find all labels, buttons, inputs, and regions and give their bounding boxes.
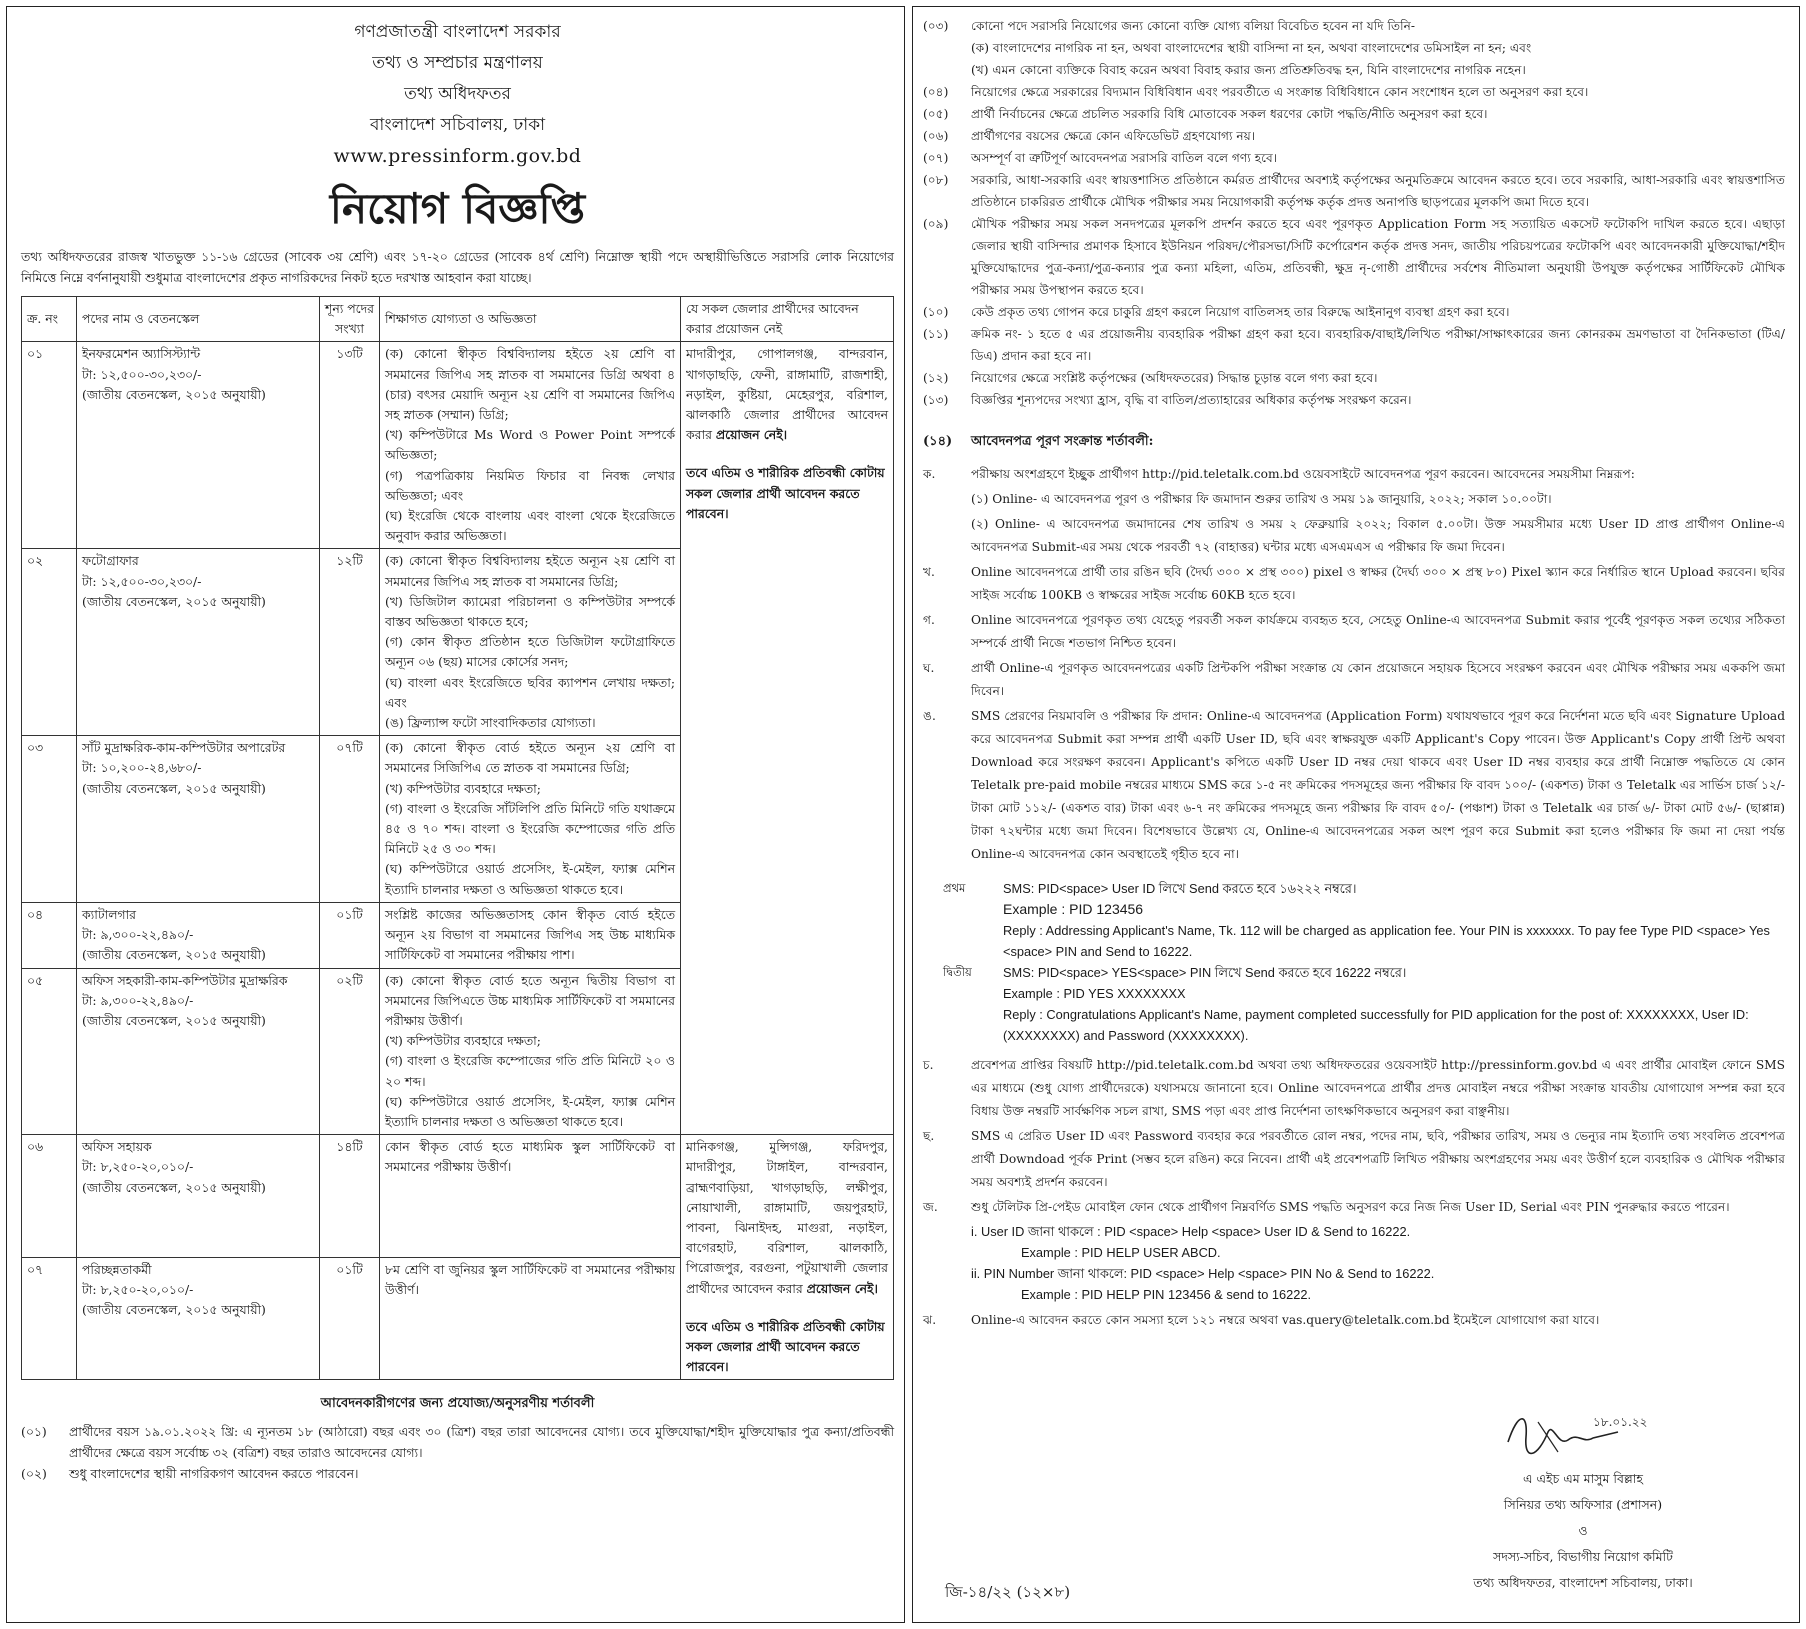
qualification-item: (ঘ) বাংলা এবং ইংরেজিতে ছবির ক্যাপশন লেখায় দক্ষতা; এবং xyxy=(385,674,675,710)
signatory-office: তথ্য অধিদফতর, বাংলাদেশ সচিবালয়, ঢাকা। xyxy=(1473,1575,1693,1590)
qualification-item: (গ) বাংলা ও ইংরেজি সাঁটলিপি প্রতি মিনিটে গতি যথাক্রমে ৪৫ ও ৭০ শব্দ। বাংলা ও ইংরেজি কম্পোজের গতি প্রতি মিনিটে ২৫ ও ৩০ শব্দ। xyxy=(385,800,675,857)
cell-count: ০২টি xyxy=(320,968,380,1135)
condition-item xyxy=(923,169,1785,213)
pay-scale: টা: ৮,২৫০-২০,০১০/- xyxy=(82,1281,194,1297)
condition-number: (১০) xyxy=(923,305,949,319)
signatory-role: সদস্য-সচিব, বিভাগীয় নিয়োগ কমিটি xyxy=(1493,1549,1673,1564)
item-marker: চ. xyxy=(923,1058,934,1072)
sms-first-row xyxy=(943,878,1785,899)
condition-text: (খ) এমন কোনো ব্যক্তিকে বিবাহ করেন অথবা বিবাহ করার জন্য প্রতিশ্রুতিবদ্ধ হন, যিনি বাংলাদেশের নাগরিক নহেন। xyxy=(971,63,1526,77)
recovery-userid-example: Example : PID HELP USER ABCD. xyxy=(1021,1245,1221,1260)
qualification-item: (গ) পত্রপত্রিকায় নিয়মিত ফিচার বা নিবন্ধ লেখার অভিজ্ঞতা; এবং xyxy=(385,467,675,503)
cell-serial: ০৪ xyxy=(22,902,77,968)
cell-post xyxy=(77,549,320,736)
cell-post xyxy=(77,1257,320,1380)
cell-post xyxy=(77,902,320,968)
district-list xyxy=(686,1137,888,1299)
qualification-item: (খ) কম্পিউটার ব্যবহারে দক্ষতা; xyxy=(385,1033,541,1049)
item-marker: ছ. xyxy=(923,1129,935,1143)
condition-item xyxy=(923,301,1785,323)
pay-scale: টা: ১২,৫০০-৩০,২৩০/- xyxy=(82,573,202,589)
condition-number: (০৪) xyxy=(923,85,949,99)
condition-number: (১২) xyxy=(923,371,949,385)
item-marker: ঘ. xyxy=(923,661,935,675)
item-text: প্রবেশপত্র প্রাপ্তির বিষয়টি http://pid.teletalk.com.bd অথবা তথ্য অধিদফতরের ওয়েবসাইট http://pressinform.gov.bd এ এবং প্রার্থীর মোবাইল ফোনে SMS এর মাধ্যমে (শুধু যোগ্য প্রার্থীদেরকে) যথাসময়ে জানানো হবে। Online আবেদনপত্রে প্রার্থীর প্রদত্ত মোবাইল নম্বরে পরীক্ষা সংক্রান্ত যাবতীয় যোগাযোগ সম্পন্ন করা হবে বিধায় উক্ত নম্বরটি সার্বক্ষণিক সচল রাখা, SMS পড়া এবং প্রাপ্ত নির্দেশনা তাৎক্ষণিকভাবে অনুসরণ করা বাঞ্ছনীয়। xyxy=(971,1058,1785,1118)
post-name: সাঁট মুদ্রাক্ষরিক-কাম-কম্পিউটার অপারেটর xyxy=(82,740,286,756)
condition-number: (০৭) xyxy=(923,151,949,165)
qualification-item: (ক) কোনো স্বীকৃত বোর্ড হতে অন্যূন দ্বিতীয় বিভাগ বা সমমানের জিপিএতে উচ্চ মাধ্যমিক সার্টিফিকেট বা সমমানের পরীক্ষায় উত্তীর্ণ। xyxy=(385,972,675,1028)
post-name: অফিস সহায়ক xyxy=(82,1139,152,1155)
condition-text: নিয়োগের ক্ষেত্রে সরকারের বিদ্যমান বিধিবিধান এবং পরবর্তীতে এ সংক্রান্ত বিধিবিধানে কোন সংশোধন হলে তা অনুসরণ করা হবে। xyxy=(971,85,1589,99)
item-text: SMS প্রেরণের নিয়মাবলি ও পরীক্ষার ফি প্রদান: Online-এ আবেদনপত্র (Application Form) যথাযথভাবে পূরণ করে নির্দেশনা মতে ছবি এবং Signature Upload করে আবেদনপত্র Submit করা সম্পন্ন প্রার্থী একটি User ID, ছবি এবং স্বাক্ষরযুক্ত একটি Applicant's Copy পাবেন। উক্ত Applicant's Copy প্রার্থী প্রিন্ট অথবা Download করে সংরক্ষণ করবেন। Applicant's কপিতে একটি User ID নম্বর দেয়া থাকবে এবং User ID নম্বর ব্যবহার করে প্রার্থী নিম্নোক্ত পদ্ধতিতে যে কোন Teletalk pre-paid mobile নম্বরের মাধ্যমে SMS করে ১-৫ নং ক্রমিকের পদসমূহের জন্য পরীক্ষার ফি বাবদ ১০০/- (একশত) টাকা ও Teletalk এর সার্ভিস চার্জ ১২/- টাকা মোট ১১২/- (একশত বার) টাকা এবং ৬-৭ নং ক্রমিকের পদসমূহে জন্য পরীক্ষার ফি বাবদ ৫০/- (পঞ্চাশ) টাকা ও Teletalk এর চার্জ ৬/- টাকা মোট ৫৬/- (ছাপ্পান্ন) টাকা ৭২ঘন্টার মধ্যে জমা দিবেন। বিশেষভাবে উল্লেখ্য যে, Online-এ আবেদনপত্রের সকল অংশ পূরণ করে Submit করা হলেও পরীক্ষার ফি জমা না দেয়া পর্যন্ত Online-এ আবেদনপত্র কোন অবস্থাতেই গৃহীত হবে না। xyxy=(971,709,1785,861)
col-header-count: শূন্য পদের সংখ্যা xyxy=(320,297,380,342)
cell-count: ০৭টি xyxy=(320,736,380,903)
pay-scale-note: (জাতীয় বেতনস্কেল, ২০১৫ অনুযায়ী) xyxy=(82,1302,266,1318)
sms-step-text: SMS: PID<space> User ID লিখে Send করতে হবে ১৬২২২ নম্বরে। xyxy=(1003,881,1357,896)
condition-item xyxy=(923,103,1785,125)
sms-second-row xyxy=(943,962,1785,983)
condition-number: (০৮) xyxy=(923,173,949,187)
condition-item xyxy=(923,147,1785,169)
cell-post xyxy=(77,736,320,903)
qualification-item: (ঘ) ইংরেজি থেকে বাংলায় এবং বাংলা থেকে ইংরেজিতে অনুবাদ করার অভিজ্ঞতা। xyxy=(385,508,675,544)
condition-item xyxy=(923,59,1785,81)
col-header-post: পদের নাম ও বেতনস্কেল xyxy=(77,297,320,342)
condition-number: (০২) xyxy=(21,1466,47,1482)
sms-example: Example : PID 123456 xyxy=(1003,901,1144,917)
department-name: তথ্য অধিদফতর xyxy=(404,84,511,104)
cell-serial: ০৬ xyxy=(22,1135,77,1258)
item-marker: গ. xyxy=(923,613,935,627)
application-rules-list-2 xyxy=(923,1054,1785,1219)
condition-item xyxy=(923,81,1785,103)
recovery-pin-example: Example : PID HELP PIN 123456 & send to 16222. xyxy=(1021,1287,1312,1302)
item-marker: ঙ. xyxy=(923,709,936,723)
list-item xyxy=(923,1054,1785,1123)
district-not-required: প্রয়োজন নেই। xyxy=(715,427,788,443)
pay-scale-note: (জাতীয় বেতনস্কেল, ২০১৫ অনুযায়ী) xyxy=(82,386,266,402)
qualification-item: (খ) ডিজিটাল ক্যামেরা পরিচালনা ও কম্পিউটার সম্পর্কে বাস্তব অভিজ্ঞতা থাকতে হবে; xyxy=(385,593,675,630)
item-text: (২) Online- এ আবেদনপত্র জমাদানের শেষ তারিখ ও সময় ২ ফেব্রুয়ারি ২০২২; বিকাল ৫.০০টা। উক্ত সময়সীমার মধ্যে User ID প্রাপ্ত প্রার্থীগণ Online-এ আবেদনপত্র Submit-এর সময় থেকে পরবর্তী ৭২ (বাহাত্তর) ঘন্টার মধ্যে এসএমএস এ পরীক্ষার ফি জমা দিবেন। xyxy=(971,517,1785,554)
post-name: ইনফরমেশন অ্যাসিস্ট্যান্ট xyxy=(82,346,201,362)
list-item xyxy=(923,1309,1785,1332)
cell-qualification xyxy=(380,902,681,968)
item-text: শুধু টেলিটক প্রি-পেইড মোবাইল ফোন থেকে প্রার্থীগণ নিম্নবর্ণিত SMS পদ্ধতি অনুসরণ করে নিজ নিজ User ID, Serial এবং PIN পুনরুদ্ধার করতে পারেন। xyxy=(971,1200,1730,1214)
qualification-item: (ক) কোনো স্বীকৃত বিশ্ববিদ্যালয় হইতে অন্যূন ২য় শ্রেণি বা সমমানের জিপিএ সহ স্নাতক বা সমমানের ডিগ্রি; xyxy=(385,553,675,589)
condition-item xyxy=(923,367,1785,389)
sms-step-label: দ্বিতীয় xyxy=(943,965,972,979)
signatory-name: এ এইচ এম মাসুম বিল্লাহ xyxy=(1523,1471,1643,1486)
sms-example: Example : PID YES XXXXXXXX xyxy=(1003,986,1186,1001)
left-column xyxy=(6,6,905,1623)
cell-count: ১৩টি xyxy=(320,342,380,549)
cell-post xyxy=(77,1135,320,1258)
item-marker: ঝ. xyxy=(923,1313,937,1327)
sms-step-label: প্রথম xyxy=(943,881,966,895)
ministry-name: তথ্য ও সম্প্রচার মন্ত্রণালয় xyxy=(372,53,543,73)
condition-text: প্রার্থীগণের বয়সের ক্ষেত্রে কোন এফিডেভিট গ্রহণযোগ্য নয়। xyxy=(971,129,1256,143)
condition-item xyxy=(923,37,1785,59)
condition-number: (০৯) xyxy=(923,217,949,231)
cell-count: ০১টি xyxy=(320,1257,380,1380)
condition-text: মৌখিক পরীক্ষার সময় সকল সনদপত্রের মূলকপি প্রদর্শন করতে হবে এবং পূরণকৃত Application Form সহ সত্যায়িত একসেট ফটোকপি দাখিল করতে হবে। এছাড়া জেলার স্থায়ী বাসিন্দার প্রমাণক হিসাবে ইউনিয়ন পরিষদ/পৌরসভা/সিটি কর্পোরেশন কর্তৃক প্রদত্ত সনদ, জাতীয় পরিচয়পত্রের ফটোকপি এবং আবেদনকারী মুক্তিযোদ্ধা/শহীদ মুক্তিযোদ্ধাদের পুত্র-কন্যা/পুত্র-কন্যার পুত্র কন্যা মহিলা, এতিম, প্রতিবন্ধী, ক্ষুদ্র নৃ-গোষ্ঠী প্রার্থীদের সর্বশেষ নীতিমালা অনুযায়ী উপযুক্ত কর্তৃপক্ষের সার্টিফিকেট মৌখিক পরীক্ষার সময় উপস্থাপন করতে হবে। xyxy=(971,217,1785,297)
col-header-serial: ক্র. নং xyxy=(22,297,77,342)
list-item xyxy=(923,463,1785,486)
condition-number: (০১) xyxy=(21,1424,47,1440)
condition-item xyxy=(923,213,1785,301)
list-item xyxy=(923,561,1785,607)
condition-item xyxy=(21,1421,894,1463)
conditions-list-left xyxy=(21,1421,894,1484)
district-names: মানিকগঞ্জ, মুন্সিগঞ্জ, ফরিদপুর, মাদারীপুর, টাঙ্গাইল, বান্দরবান, ব্রাহ্মণবাড়িয়া, খাগড়াছড়ি, লক্ষীপুর, নোয়াখালী, রাঙ্গামাটি, জয়পুরহাট, পাবনা, ঝিনাইদহ, মাগুরা, নড়াইল, বাগেরহাট, বরিশাল, ঝালকাঠি, পিরোজপুর, বরগুনা, পটুয়াখালী জেলার প্রার্থীদের আবেদন করার xyxy=(686,1139,888,1296)
section-number: (১৪) xyxy=(923,434,953,449)
qualification-item: (খ) কম্পিউটার ব্যবহারে দক্ষতা; xyxy=(385,780,541,796)
cell-qualification xyxy=(380,968,681,1135)
pay-scale: টা: ৯,৩০০-২২,৪৯০/- xyxy=(82,927,194,943)
sms-reply: Reply : Congratulations Applicant's Name, payment completed successfully for PID application for the post of: XXXXXXXX, User ID: (XXXXXXXX) and Password (XXXXXXXX). xyxy=(1003,1007,1749,1043)
cell-post xyxy=(77,342,320,549)
table-row xyxy=(22,342,894,549)
condition-item xyxy=(923,389,1785,411)
condition-text: কোনো পদে সরাসরি নিয়োগের জন্য কোনো ব্যক্তি যোগ্য বলিয়া বিবেচিত হবেন না যদি তিনি- xyxy=(971,19,1416,33)
cell-post xyxy=(77,968,320,1135)
item-marker: খ. xyxy=(923,565,935,579)
item-marker xyxy=(923,488,971,511)
condition-number xyxy=(923,59,971,81)
signature-block xyxy=(1403,1402,1763,1596)
pay-scale-note: (জাতীয় বেতনস্কেল, ২০১৫ অনুযায়ী) xyxy=(82,1179,266,1195)
district-list xyxy=(686,344,888,445)
pay-scale-note: (জাতীয় বেতনস্কেল, ২০১৫ অনুযায়ী) xyxy=(82,780,266,796)
cell-districts xyxy=(681,1135,894,1380)
condition-text: নিয়োগের ক্ষেত্রে সংশ্লিষ্ট কর্তৃপক্ষের (অধিদফতরের) সিদ্ধান্ত চূড়ান্ত বলে গণ্য করা হবে। xyxy=(971,371,1378,385)
item-text: Online আবেদনপত্রে প্রার্থী তার রঙিন ছবি (দৈর্ঘ্য ৩০০ × প্রস্থ ৩০০) pixel ও স্বাক্ষর (দৈর্ঘ্য ৩০০ × প্রস্থ ৮০) Pixel স্ক্যান করে নির্ধারিত স্থানে Upload করবেন। ছবির সাইজ সর্বোচ্চ 100KB ও স্বাক্ষরের সাইজ সর্বোচ্চ 60KB হতে হবে। xyxy=(971,565,1785,602)
conditions-title: আবেদনকারীগণের জন্য প্রযোজ্য/অনুসরণীয় শর্তাবলী xyxy=(320,1396,595,1412)
address: বাংলাদেশ সচিবালয়, ঢাকা xyxy=(369,115,546,135)
recovery-pin: ii. PIN Number জানা থাকলে: PID <space> Help <space> PIN No & Send to 16222. xyxy=(971,1266,1435,1281)
item-text: SMS এ প্রেরিত User ID এবং Password ব্যবহার করে পরবর্তীতে রোল নম্বর, পদের নাম, ছবি, পরীক্ষার তারিখ, সময় ও ভেন্যুর নাম ইত্যাদি তথ্য সংবলিত প্রবেশপত্র প্রার্থী Downdoad পূর্বক Print (সম্ভব হলে রঙিন) করে নিবেন। প্রার্থী এই প্রবেশপত্রটি লিখিত পরীক্ষায় অংশগ্রহণের সময় এবং উত্তীর্ণ হলে ব্যবহারিক ও মৌখিক পরীক্ষার সময় অবশ্যই প্রদর্শন করবেন। xyxy=(971,1129,1785,1189)
list-item xyxy=(923,609,1785,655)
condition-number: (০৩) xyxy=(923,19,949,33)
conditions-list-right xyxy=(923,15,1785,411)
cell-count: ০১টি xyxy=(320,902,380,968)
condition-text: শুধু বাংলাদেশের স্থায়ী নাগরিকগণ আবেদন করতে পারবেন। xyxy=(69,1466,359,1482)
col-header-qualification: শিক্ষাগত যোগ্যতা ও অভিজ্ঞতা xyxy=(380,297,681,342)
section-title: আবেদনপত্র পূরণ সংক্রান্ত শর্তাবলী: xyxy=(971,434,1154,449)
condition-number xyxy=(923,37,971,59)
qualification-item: (খ) কম্পিউটারে Ms Word ও Power Point সম্পর্কে অভিজ্ঞতা; xyxy=(385,427,675,463)
item-marker xyxy=(923,513,971,559)
item-text: প্রার্থী Online-এ পূরণকৃত আবেদনপত্রের একটি প্রিন্টকপি পরীক্ষা সংক্রান্ত যে কোন প্রয়োজনে সহায়ক হিসেবে সংরক্ষণ করবেন এবং মৌখিক পরীক্ষার সময় এককপি জমা দিবেন। xyxy=(971,661,1785,698)
item-text: (১) Online- এ আবেদনপত্র পূরণ ও পরীক্ষার ফি জমাদান শুরুর তারিখ ও সময় ১৯ জানুয়ারি, ২০২২; সকাল ১০.০০টা। xyxy=(971,492,1552,506)
cell-serial: ০৫ xyxy=(22,968,77,1135)
qualification-item: (ঙ) ফ্রিল্যান্স ফটো সাংবাদিকতার যোগ্যতা। xyxy=(385,715,596,731)
district-names: মাদারীপুর, গোপালগঞ্জ, বান্দরবান, খাগড়াছড়ি, ফেনী, রাঙ্গামাটি, রাজশাহী, নড়াইল, কুষ্টিয়া, মেহেরপুর, বরিশাল, ঝালকাঠি জেলার প্রার্থীদের আবেদন করার xyxy=(686,346,888,443)
cell-serial: ০১ xyxy=(22,342,77,549)
pay-scale: টা: ১০,২০০-২৪,৬৮০/- xyxy=(82,760,202,776)
cell-serial: ০৭ xyxy=(22,1257,77,1380)
qualification-item: (ঘ) কম্পিউটারে ওয়ার্ড প্রসেসিং, ই-মেইল, ফ্যাক্স মেশিন ইত্যাদি চালনার দক্ষতা ও অভিজ্ঞতা থাকতে হবে। xyxy=(385,1093,675,1129)
qualification-item: (ক) কোনো স্বীকৃত বোর্ড হইতে অন্যূন ২য় শ্রেণি বা সমমানের সিজিপিএ তে স্নাতক বা সমমানের ডিগ্রি; xyxy=(385,740,675,776)
col-header-districts: যে সকল জেলার প্রার্থীদের আবেদন করার প্রয়োজন নেই xyxy=(681,297,894,342)
qualification-item: (ক) কোনো স্বীকৃত বিশ্ববিদ্যালয় হইতে ২য় শ্রেণি বা সমমানের জিপিএ সহ স্নাতক বা সমমানের ডিগ্রি অথবা ৪ (চার) বৎসর মেয়াদি অন্যূন ২য় শ্রেণি বা সমমানের জিপিএ সহ স্নাতক (সম্মান) ডিগ্রি; xyxy=(385,346,675,423)
signatory-designation: সিনিয়র তথ্য অফিসার (প্রশাসন) xyxy=(1503,1497,1663,1512)
post-name: পরিচ্ছন্নতাকর্মী xyxy=(82,1261,152,1277)
condition-text: বিজ্ঞপ্তির শূন্যপদের সংখ্যা হ্রাস, বৃদ্ধি বা বাতিল/প্রত্যাহারের অধিকার কর্তৃপক্ষ সংরক্ষণ করেন। xyxy=(971,393,1412,407)
condition-text: প্রার্থী নির্বাচনের ক্ষেত্রে প্রচলিত সরকারি বিধি মোতাবেক সকল ধরণের কোটা পদ্ধতি/নীতি অনুসরণ করা হবে। xyxy=(971,107,1488,121)
list-item xyxy=(923,705,1785,866)
sms-instructions xyxy=(943,878,1785,1046)
post-name: ফটোগ্রাফার xyxy=(82,553,139,569)
item-text: পরীক্ষায় অংশগ্রহণে ইচ্ছুক প্রার্থীগণ http://pid.teletalk.com.bd ওয়েবসাইটে আবেদনপত্র পূরণ করবেন। আবেদনের সময়সীমা নিম্নরূপ: xyxy=(971,467,1635,481)
condition-text: (ক) বাংলাদেশের নাগরিক না হন, অথবা বাংলাদেশের স্থায়ী বাসিন্দা না হন, অথবা বাংলাদেশের ডমিসাইল না হন; এবং xyxy=(971,41,1532,55)
qualification-item: (ঘ) কম্পিউটারে ওয়ার্ড প্রসেসিং, ই-মেইল, ফ্যাক্স মেশিন ইত্যাদি চালনার দক্ষতা ও অভিজ্ঞতা থাকতে হবে। xyxy=(385,861,675,897)
application-rules-list xyxy=(923,463,1785,866)
pay-scale: টা: ৮,২৫০-২০,০১০/- xyxy=(82,1159,194,1175)
condition-number: (০৫) xyxy=(923,107,949,121)
district-quota-note: তবে এতিম ও শারীরিক প্রতিবন্ধী কোটায় সকল জেলার প্রার্থী আবেদন করতে পারবেন। xyxy=(686,1318,885,1375)
cell-count: ১২টি xyxy=(320,549,380,736)
cell-qualification xyxy=(380,342,681,549)
list-item xyxy=(923,1196,1785,1219)
condition-item xyxy=(923,125,1785,147)
signature-date: ১৮.০১.২২ xyxy=(1593,1415,1648,1429)
item-marker: জ. xyxy=(923,1200,938,1214)
district-quota-note: তবে এতিম ও শারীরিক প্রতিবন্ধী কোটায় সকল জেলার প্রার্থী আবেদন করতে পারবেন। xyxy=(686,465,885,521)
sms-step-text: SMS: PID<space> YES<space> PIN লিখে Send করতে হবে 16222 নম্বরে। xyxy=(1003,965,1407,980)
intro-paragraph: তথ্য অধিদফতরের রাজস্ব খাতভুক্ত ১১-১৬ গ্রেডের (সাবেক ৩য় শ্রেণি) এবং ১৭-২০ গ্রেডের (সাবেক ৪র্থ শ্রেণি) নিম্নোক্ত স্থায়ী পদে অস্থায়ীভিত্তিতে সরাসরি লোক নিয়োগের নিমিত্তে নিম্নে বর্ণনানুযায়ী শুধুমাত্র বাংলাদেশের প্রকৃত নাগরিকদের নিকট হতে দরখাস্ত আহবান করা যাচ্ছে। xyxy=(21,249,894,285)
memo-number: জি-১৪/২২ (১২×৮) xyxy=(945,1583,1071,1601)
condition-item xyxy=(923,323,1785,367)
table-header-row xyxy=(22,297,894,342)
list-item xyxy=(923,657,1785,703)
website-url: www.pressinform.gov.bd xyxy=(333,145,582,167)
cell-qualification xyxy=(380,736,681,903)
cell-serial: ০৩ xyxy=(22,736,77,903)
condition-number: (০৬) xyxy=(923,129,949,143)
condition-text: প্রার্থীদের বয়স ১৯.০১.২০২২ খ্রি: এ ন্যূনতম ১৮ (আঠারো) বছর এবং ৩০ (ত্রিশ) বছর তারা আবেদনের যোগ্য। তবে মুক্তিযোদ্ধা/শহীদ মুক্তিযোদ্ধার পুত্র কন্যা/প্রতিবন্ধী প্রার্থীদের ক্ষেত্রে বয়স সর্বোচ্চ ৩২ (বত্রিশ) বছর তারাও আবেদনের যোগ্য। xyxy=(69,1424,894,1461)
cell-districts xyxy=(681,342,894,1135)
sms-reply: Reply : Addressing Applicant's Name, Tk. 112 will be charged as application fee. Your PIN is xxxxxxx. To pay fee Type PID <space> Yes <space> PIN and Send to 16222. xyxy=(1003,923,1770,959)
item-text: Online আবেদনপত্রে পূরণকৃত তথ্য যেহেতু পরবর্তী সকল কার্যক্রমে ব্যবহৃত হবে, সেহেতু Online-এ আবেদনপত্র Submit করার পূর্বেই পূরণকৃত সকল তথ্যের সঠিকতা সম্পর্কে প্রার্থী নিজে শতভাগ নিশ্চিত হবেন। xyxy=(971,613,1785,650)
condition-item xyxy=(21,1463,894,1484)
condition-text: সরকারি, আধা-সরকারি এবং স্বায়ত্তশাসিত প্রতিষ্ঠানে কর্মরত প্রার্থীদের অবশ্যই কর্তৃপক্ষের অনুমতিক্রমে আবেদন করতে হবে। তবে সরকারি, আধা-সরকারি এবং স্বায়ত্তশাসিত প্রতিষ্ঠানে চাকরিরত প্রার্থীকে মৌখিক পরীক্ষার সময় নিয়োগকারী কর্তৃপক্ষ কর্তৃক প্রদত্ত অনাপত্তি ছাড়পত্রের মূলকপি জমা দিতে হবে। xyxy=(971,173,1785,209)
list-item xyxy=(923,1125,1785,1194)
condition-text: কেউ প্রকৃত তথ্য গোপন করে চাকুরি গ্রহণ করলে নিয়োগ বাতিলসহ তার বিরুদ্ধে আইনানুগ ব্যবস্থা গ্রহণ করা হবে। xyxy=(971,305,1510,319)
item-marker: ক. xyxy=(923,467,936,481)
recovery-userid: i. User ID জানা থাকলে : PID <space> Help <space> User ID & Send to 16222. xyxy=(971,1224,1411,1239)
cell-qualification xyxy=(380,549,681,736)
pay-scale: টা: ৯,৩০০-২২,৪৯০/- xyxy=(82,992,194,1008)
district-not-required: প্রয়োজন নেই। xyxy=(806,1280,878,1296)
list-item xyxy=(923,488,1785,511)
cell-count: ১৪টি xyxy=(320,1135,380,1258)
list-item xyxy=(923,513,1785,559)
condition-item xyxy=(923,15,1785,37)
condition-number: (১৩) xyxy=(923,393,949,407)
qualification-item: কোন স্বীকৃত বোর্ড হতে মাধ্যমিক স্কুল সার্টিফিকেট বা সমমানের পরীক্ষায় উত্তীর্ণ। xyxy=(385,1139,675,1175)
cell-serial: ০২ xyxy=(22,549,77,736)
post-name: অফিস সহকারী-কাম-কম্পিউটার মুদ্রাক্ষরিক xyxy=(82,972,288,988)
pay-scale-note: (জাতীয় বেতনস্কেল, ২০১৫ অনুযায়ী) xyxy=(82,947,266,963)
letterhead xyxy=(21,17,894,172)
condition-text: ক্রমিক নং- ১ হতে ৫ এর প্রয়োজনীয় ব্যবহারিক পরীক্ষা গ্রহণ করা হবে। ব্যবহারিক/বাছাই/লিখিত পরীক্ষা/সাক্ষাৎকারের জন্য কোনরকম ভ্রমণভাতা বা দৈনিকভাতা (টিএ/ডিএ) প্রদান করা হবে না। xyxy=(971,327,1785,363)
posts-table xyxy=(21,296,894,1380)
post-name: ক্যাটালগার xyxy=(82,906,136,922)
table-row xyxy=(22,1135,894,1258)
govt-name: গণপ্রজাতন্ত্রী বাংলাদেশ সরকার xyxy=(354,22,561,42)
page-title: নিয়োগ বিজ্ঞপ্তি xyxy=(329,184,586,233)
cell-qualification xyxy=(380,1257,681,1380)
signatory-and: ও xyxy=(1578,1523,1588,1538)
application-section-heading xyxy=(923,431,1785,453)
signature-image xyxy=(1498,1402,1668,1462)
recovery-instructions xyxy=(923,1221,1785,1305)
pay-scale-note: (জাতীয় বেতনস্কেল, ২০১৫ অনুযায়ী) xyxy=(82,1012,266,1028)
pay-scale: টা: ১২,৫০০-৩০,২৩০/- xyxy=(82,366,202,382)
condition-text: অসম্পূর্ণ বা ত্রুটিপূর্ণ আবেদনপত্র সরাসরি বাতিল বলে গণ্য হবে। xyxy=(971,151,1278,165)
qualification-item: (গ) কোন স্বীকৃত প্রতিষ্ঠান হতে ডিজিটাল ফটোগ্রাফিতে অন্যূন ০৬ (ছয়) মাসের কোর্সের সনদ; xyxy=(385,634,675,670)
pay-scale-note: (জাতীয় বেতনস্কেল, ২০১৫ অনুযায়ী) xyxy=(82,593,266,609)
cell-qualification xyxy=(380,1135,681,1258)
qualification-item: সংশ্লিষ্ট কাজের অভিজ্ঞতাসহ কোন স্বীকৃত বোর্ড হইতে অন্যূন ২য় বিভাগ বা সমমানের জিপিএ সহ উচ্চ মাধ্যমিক সার্টিফিকেট বা সমমানের পরীক্ষায় পাশ। xyxy=(385,906,675,963)
condition-number: (১১) xyxy=(923,327,949,341)
right-column xyxy=(912,6,1800,1623)
qualification-item: (গ) বাংলা ও ইংরেজি কম্পোজের গতি প্রতি মিনিটে ২০ ও ২০ শব্দ। xyxy=(385,1053,675,1089)
item-text: Online-এ আবেদন করতে কোন সমস্যা হলে ১২১ নম্বরে অথবা vas.query@teletalk.com.bd ইমেইলে যোগাযোগ করা যাবে। xyxy=(971,1313,1600,1327)
qualification-item: ৮ম শ্রেণি বা জুনিয়র স্কুল সার্টিফিকেট বা সমমানের পরীক্ষায় উত্তীর্ণ। xyxy=(385,1261,675,1297)
